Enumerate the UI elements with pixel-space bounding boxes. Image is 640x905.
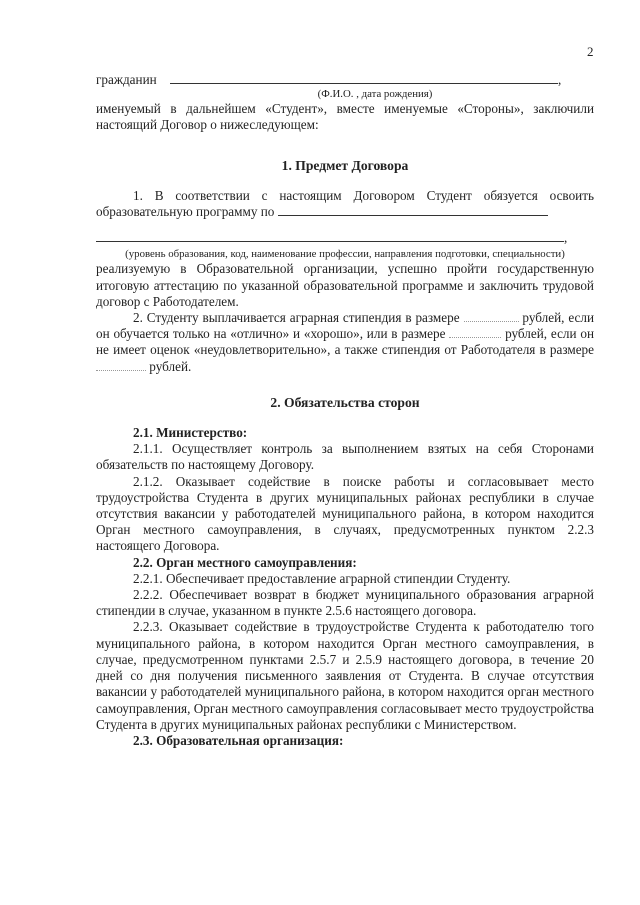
subsection-2-1-title: 2.1. Министерство:: [133, 425, 248, 441]
section-1-p1-rest: реализуемую в Образовательной организации, успешно пройти государственную итоговую аттестацию по указанной образовательной программе и заключить трудовой договор с Работодателем.: [96, 261, 594, 309]
subsection-2-3-title: 2.3. Образовательная организация:: [133, 732, 344, 748]
item-2-2-2: 2.2.2. Обеспечивает возврат в бюджет муниципального образования аграрной стипендии в случае, указанном в пункте 2.5.6 настоящего договора.: [96, 587, 594, 619]
program-blank-2: [96, 231, 564, 242]
section-1-p1-lead-text: 1. В соответствии с настоящим Договором Студент обязуется освоить образовательную программу по: [96, 187, 594, 220]
stipend-amount-1-blank: [464, 311, 519, 322]
section-1-p1-lead: [96, 188, 594, 220]
citizen-line: [96, 72, 594, 88]
subsection-2-2-title: 2.2. Орган местного самоуправления:: [133, 554, 357, 570]
section-2-title: 2. Обязательства сторон: [270, 394, 420, 410]
program-caption: (уровень образования, код, наименование профессии, направления подготовки, специальности): [125, 248, 565, 261]
section-1-p2-a: 2. Студенту выплачивается аграрная стипендия в размере: [133, 310, 460, 326]
item-2-2-1: 2.2.1. Обеспечивает предоставление аграрной стипендии Студенту.: [133, 570, 511, 586]
program-blank-line: ,: [96, 230, 594, 246]
section-1-p2-d: рублей.: [149, 358, 192, 374]
document-body: [96, 72, 594, 749]
section-1-p2-b: рублей, если он обучается только на «отлично» и «хорошо», или в размере: [96, 310, 595, 342]
employer-stipend-blank: [96, 360, 146, 371]
stipend-amount-2-blank: [449, 327, 501, 338]
item-2-2-3: 2.2.3. Оказывает содействие в трудоустройстве Студента к работодателю того муниципального района, в котором находится Орган местного самоуправления, в случае, предусмотренном пунктами 2.5.7 и 2.5.9 настоящего договора, в течение 20 дней со дня получения письменного заявления от Студента. В случае отсутствия вакансии у работодателей муниципального района, в котором находится орган местного самоуправления, Орган местного самоуправления согласовывает место трудоустройства Студента в других муниципальных районах республики с Министерством.: [96, 619, 594, 732]
section-1-p2-c: рублей, если он не имеет оценок «неудовлетворительно», а также стипендия от Работодателя в размере: [96, 326, 595, 358]
program-blank: [278, 205, 548, 216]
citizen-word: гражданин: [96, 72, 157, 87]
item-2-1-2: 2.1.2. Оказывает содействие в поиске работы и согласовывает место трудоустройства Студента в других муниципальных районах республики в случае отсутствия вакансии у работодателей муниципального района, в котором находится Орган местного самоуправления, в случаях, предусмотренных пунктом 2.2.3 настоящего Договора.: [96, 473, 594, 554]
section-1-title: 1. Предмет Договора: [281, 157, 409, 173]
citizen-name-blank: [170, 73, 558, 84]
parties-paragraph: именуемый в дальнейшем «Студент», вместе именуемые «Стороны», заключили настоящий Договор о нижеследующем:: [96, 101, 594, 133]
page-number: 2: [587, 44, 594, 59]
citizen-comma: ,: [558, 72, 562, 87]
item-2-1-1: 2.1.1. Осуществляет контроль за выполнением взятых на себя Сторонами обязательств по настоящему Договору.: [96, 441, 594, 473]
section-1-p2: [96, 310, 594, 375]
citizen-caption: (Ф.И.О. , дата рождения): [317, 88, 433, 101]
